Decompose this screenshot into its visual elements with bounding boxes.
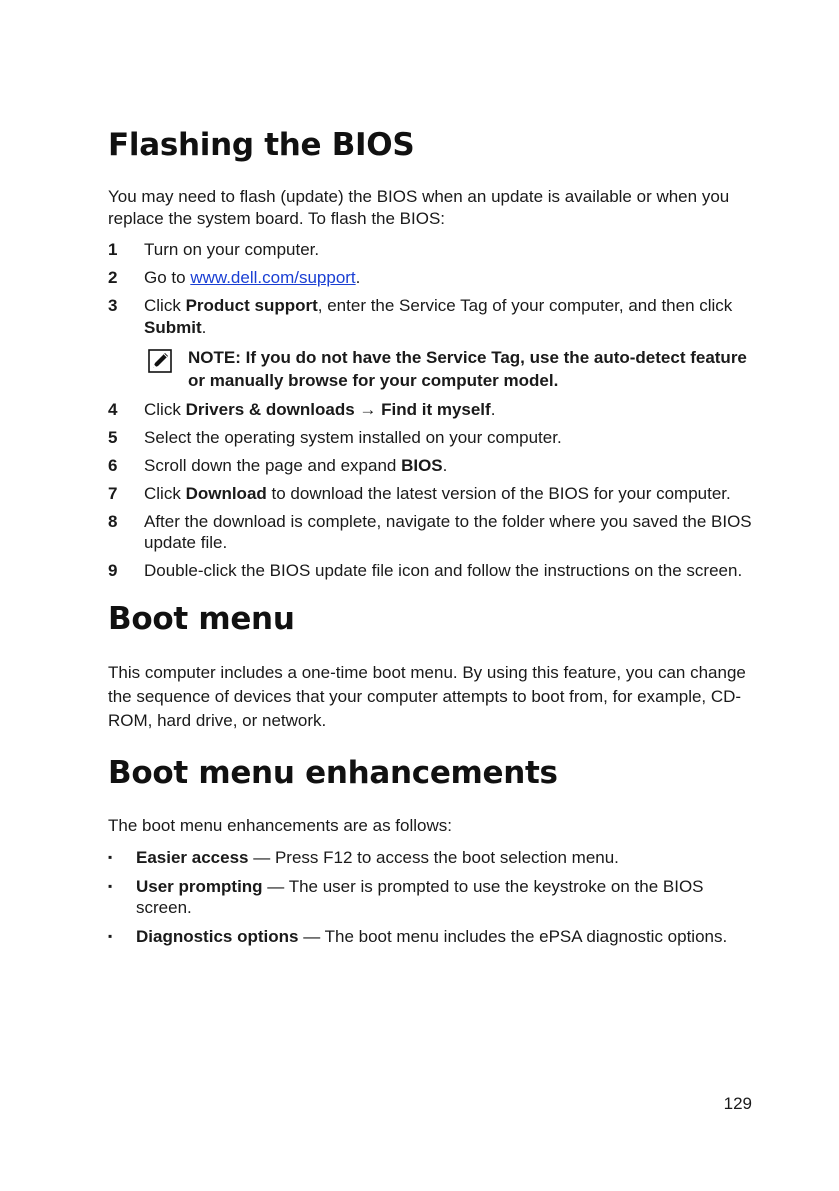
step-text: After the download is complete, navigate to the folder where you saved the BIOS update file. xyxy=(144,511,752,552)
step-number: 2 xyxy=(108,268,118,287)
submit-term: Submit xyxy=(144,317,202,337)
step-text: Select the operating system installed on your computer. xyxy=(144,427,562,447)
step-text-post: . xyxy=(201,317,207,337)
bullet-desc: — The boot menu includes the ePSA diagnostic options. xyxy=(298,926,728,946)
step-number: 3 xyxy=(108,296,118,315)
step-text-post: . xyxy=(442,455,448,475)
note-text: NOTE: If you do not have the Service Tag, use the auto-detect feature or manually browse for your computer model. xyxy=(188,348,747,390)
step-text-post: to download the latest version of the BIOS for your computer. xyxy=(266,483,731,503)
square-bullet-icon: ▪ xyxy=(108,850,113,864)
list-item-step-5 xyxy=(108,427,763,449)
bullet-term: Easier access xyxy=(136,848,249,867)
step-number: 4 xyxy=(108,399,118,419)
drivers-downloads-term: Drivers & downloads xyxy=(185,399,355,419)
arrow-separator: → xyxy=(354,399,382,419)
step-text-prefix: Go to xyxy=(144,268,191,287)
pencil-note-icon xyxy=(148,346,188,392)
step-text xyxy=(144,455,763,477)
bullet-desc: — The user is prompted to use the keystroke on the BIOS screen. xyxy=(136,876,704,917)
bullet-text xyxy=(136,876,763,919)
bios-term: BIOS xyxy=(401,455,443,475)
step-text: Double-click the BIOS update file icon and follow the instructions on the screen. xyxy=(144,561,743,580)
flashing-steps-list xyxy=(108,239,763,338)
bullet-term: Diagnostics options xyxy=(136,926,299,946)
step-text-pre: Scroll down the page and expand xyxy=(144,455,402,475)
dell-support-link[interactable]: www.dell.com/support xyxy=(190,268,356,287)
step-number: 1 xyxy=(108,240,118,259)
product-support-term: Product support xyxy=(185,296,318,315)
boot-menu-heading: Boot menu xyxy=(108,600,295,637)
download-term: Download xyxy=(185,483,267,503)
list-item-step-8 xyxy=(108,511,763,554)
step-number: 7 xyxy=(108,483,118,503)
step-text xyxy=(144,267,763,289)
list-item-easier-access xyxy=(108,847,763,869)
step-text-pre: Click xyxy=(144,296,186,315)
step-text-pre: Click xyxy=(144,483,186,503)
step-text: Turn on your computer. xyxy=(144,240,320,259)
step-text xyxy=(144,483,763,505)
step-text-pre: Click xyxy=(144,399,186,419)
flashing-bios-heading: Flashing the BIOS xyxy=(108,127,415,163)
page-number: 129 xyxy=(723,1094,752,1113)
square-bullet-icon: ▪ xyxy=(108,928,113,943)
pencil-note-icon-graphic xyxy=(148,349,172,373)
list-item-step-1 xyxy=(108,239,763,261)
step-text-post: . xyxy=(490,399,496,419)
step-text xyxy=(144,399,763,421)
bullet-text xyxy=(136,926,763,948)
list-item-step-2 xyxy=(108,267,763,289)
list-item-step-3 xyxy=(108,295,763,338)
bullet-term: User prompting xyxy=(136,876,263,896)
list-item-step-4 xyxy=(108,399,763,421)
enhancements-list xyxy=(108,847,763,947)
boot-menu-body: This computer includes a one-time boot menu. By using this feature, you can change the sequence of devices that your computer attempts to boot from, for example, CD-ROM, hard drive, or network. xyxy=(108,662,746,730)
step-text-mid: , enter the Service Tag of your computer, and then click xyxy=(317,296,733,315)
step-number: 8 xyxy=(108,511,118,531)
enhancements-intro: The boot menu enhancements are as follows: xyxy=(108,815,452,835)
list-item-step-7 xyxy=(108,483,763,505)
list-item-user-prompting xyxy=(108,876,763,919)
flashing-steps-list-continued xyxy=(108,399,763,582)
find-it-myself-term: Find it myself xyxy=(381,399,491,419)
bullet-desc: — Press F12 to access the boot selection menu. xyxy=(248,848,619,867)
list-item-step-9 xyxy=(108,560,763,582)
step-number: 9 xyxy=(108,561,118,580)
step-number: 6 xyxy=(108,455,118,475)
square-bullet-icon: ▪ xyxy=(108,878,113,893)
list-item-diagnostics-options xyxy=(108,926,763,948)
page-content xyxy=(108,126,763,947)
list-item-step-6 xyxy=(108,455,763,477)
bullet-text xyxy=(136,847,763,869)
step-text xyxy=(144,295,763,338)
flashing-intro: You may need to flash (update) the BIOS when an update is available or when you replace the system board. To flash the BIOS: xyxy=(108,187,730,228)
service-tag-note xyxy=(148,346,763,392)
step-number: 5 xyxy=(108,427,118,447)
step-text-suffix: . xyxy=(355,268,361,287)
boot-menu-enhancements-heading: Boot menu enhancements xyxy=(108,754,558,791)
